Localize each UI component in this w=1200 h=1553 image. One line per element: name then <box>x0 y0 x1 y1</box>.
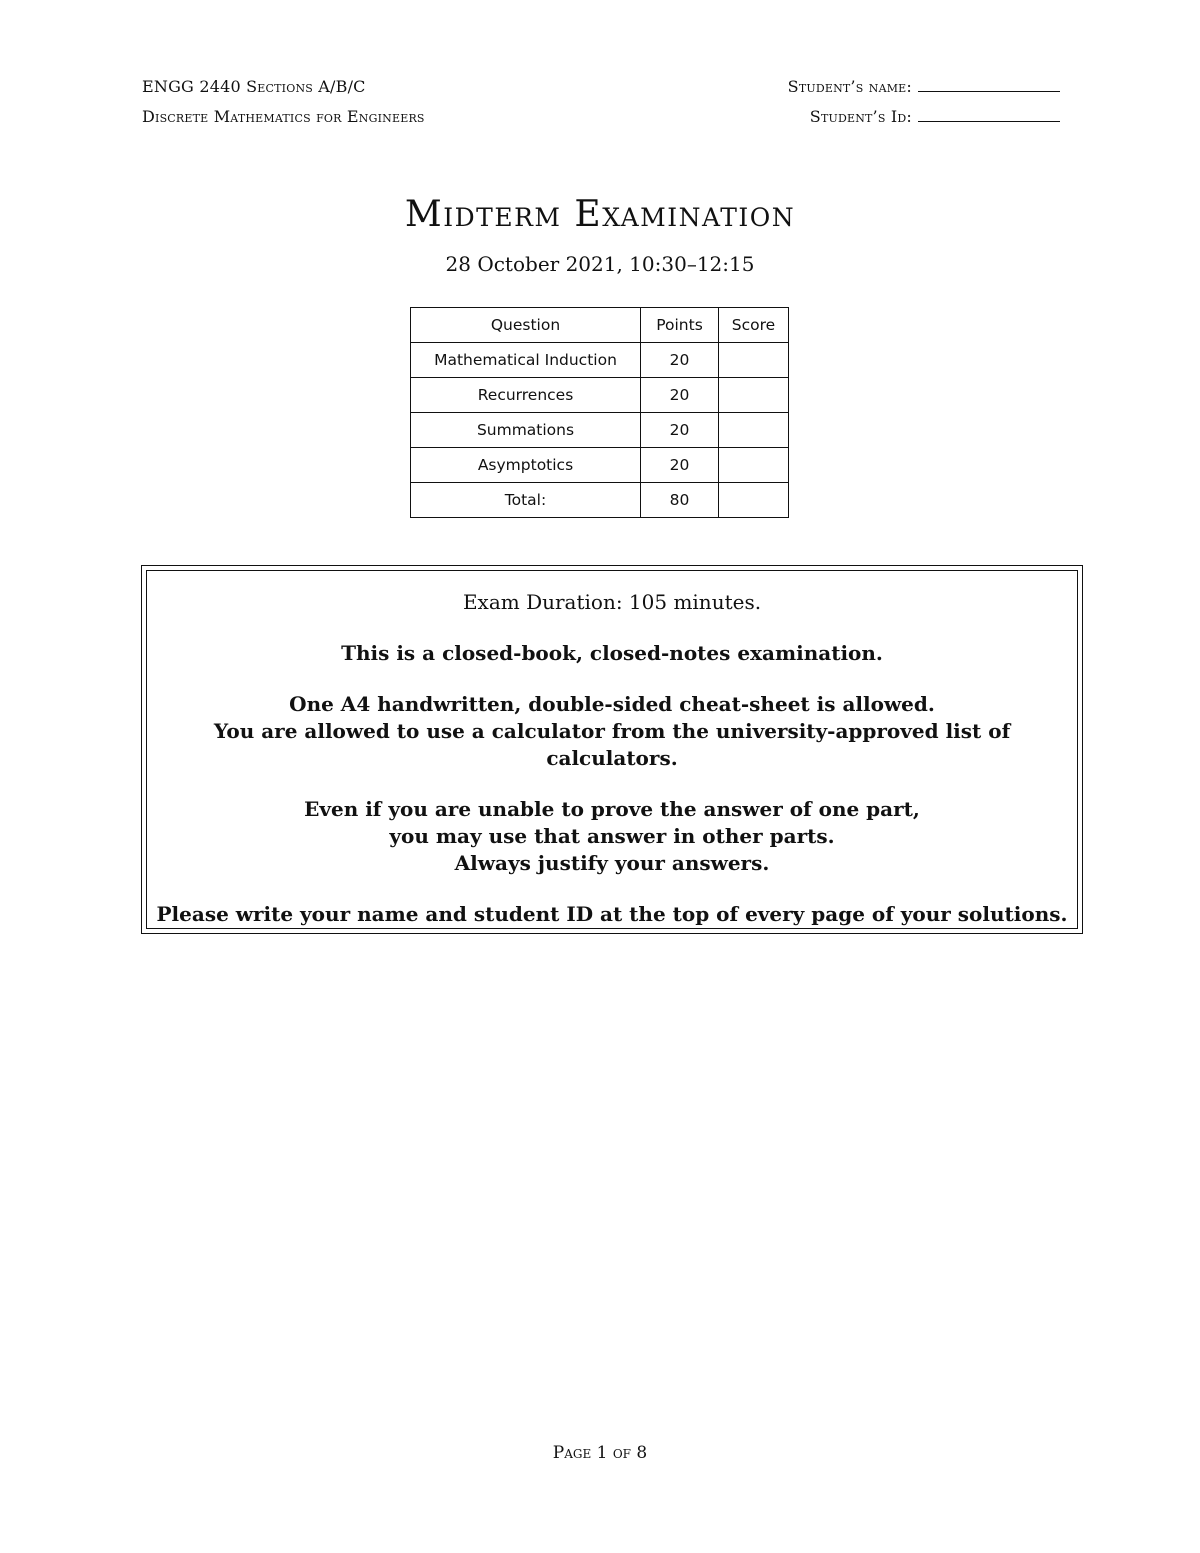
student-id-blank[interactable] <box>918 102 1060 122</box>
page-title: Midterm Examination <box>404 194 796 235</box>
table-row-total <box>411 483 789 518</box>
course-code: ENGG 2440 Sections A/B/C <box>142 77 366 96</box>
points-cell: 20 <box>641 343 719 378</box>
student-name-blank[interactable] <box>918 72 1060 92</box>
prove-notice-line-2: you may use that answer in other parts. <box>389 824 835 848</box>
calculator-notice: You are allowed to use a calculator from the university-approved list of calculators. <box>213 719 1011 770</box>
table-header-row <box>411 308 789 343</box>
column-header-score: Score <box>719 308 789 343</box>
question-cell: Recurrences <box>411 378 641 413</box>
points-cell: 20 <box>641 378 719 413</box>
points-cell: 20 <box>641 413 719 448</box>
table-row <box>411 413 789 448</box>
score-cell[interactable] <box>719 448 789 483</box>
header-course-info <box>142 72 425 132</box>
student-name-label: Student’s name: <box>787 77 912 96</box>
instructions-box-inner <box>146 570 1078 929</box>
course-name: Discrete Mathematics for Engineers <box>142 107 425 126</box>
total-score-cell[interactable] <box>719 483 789 518</box>
student-id-label: Student’s Id: <box>809 107 912 126</box>
score-cell[interactable] <box>719 378 789 413</box>
exam-duration: Exam Duration: 105 minutes. <box>462 590 762 614</box>
instructions-box <box>141 565 1083 934</box>
exam-date: 28 October 2021, 10:30–12:15 <box>445 252 755 276</box>
student-id-row <box>788 102 1060 132</box>
header-student-fields <box>788 72 1060 132</box>
question-cell: Asymptotics <box>411 448 641 483</box>
question-cell: Mathematical Induction <box>411 343 641 378</box>
closed-book-notice: This is a closed-book, closed-notes examination. <box>341 641 883 665</box>
grading-table <box>410 307 789 518</box>
score-cell[interactable] <box>719 413 789 448</box>
name-id-notice: Please write your name and student ID at the top of every page of your solutions. <box>156 902 1068 926</box>
justify-notice: Always justify your answers. <box>454 851 770 875</box>
cheat-sheet-notice: One A4 handwritten, double-sided cheat-sheet is allowed. <box>289 692 935 716</box>
score-cell[interactable] <box>719 343 789 378</box>
points-cell: 20 <box>641 448 719 483</box>
column-header-question: Question <box>411 308 641 343</box>
student-name-row <box>788 72 1060 102</box>
question-cell: Summations <box>411 413 641 448</box>
table-row <box>411 343 789 378</box>
table-row <box>411 378 789 413</box>
prove-notice-line-1: Even if you are unable to prove the answer of one part, <box>304 797 920 821</box>
total-points-cell: 80 <box>641 483 719 518</box>
table-row <box>411 448 789 483</box>
page-number: Page 1 of 8 <box>552 1443 648 1463</box>
total-label-cell: Total: <box>411 483 641 518</box>
column-header-points: Points <box>641 308 719 343</box>
